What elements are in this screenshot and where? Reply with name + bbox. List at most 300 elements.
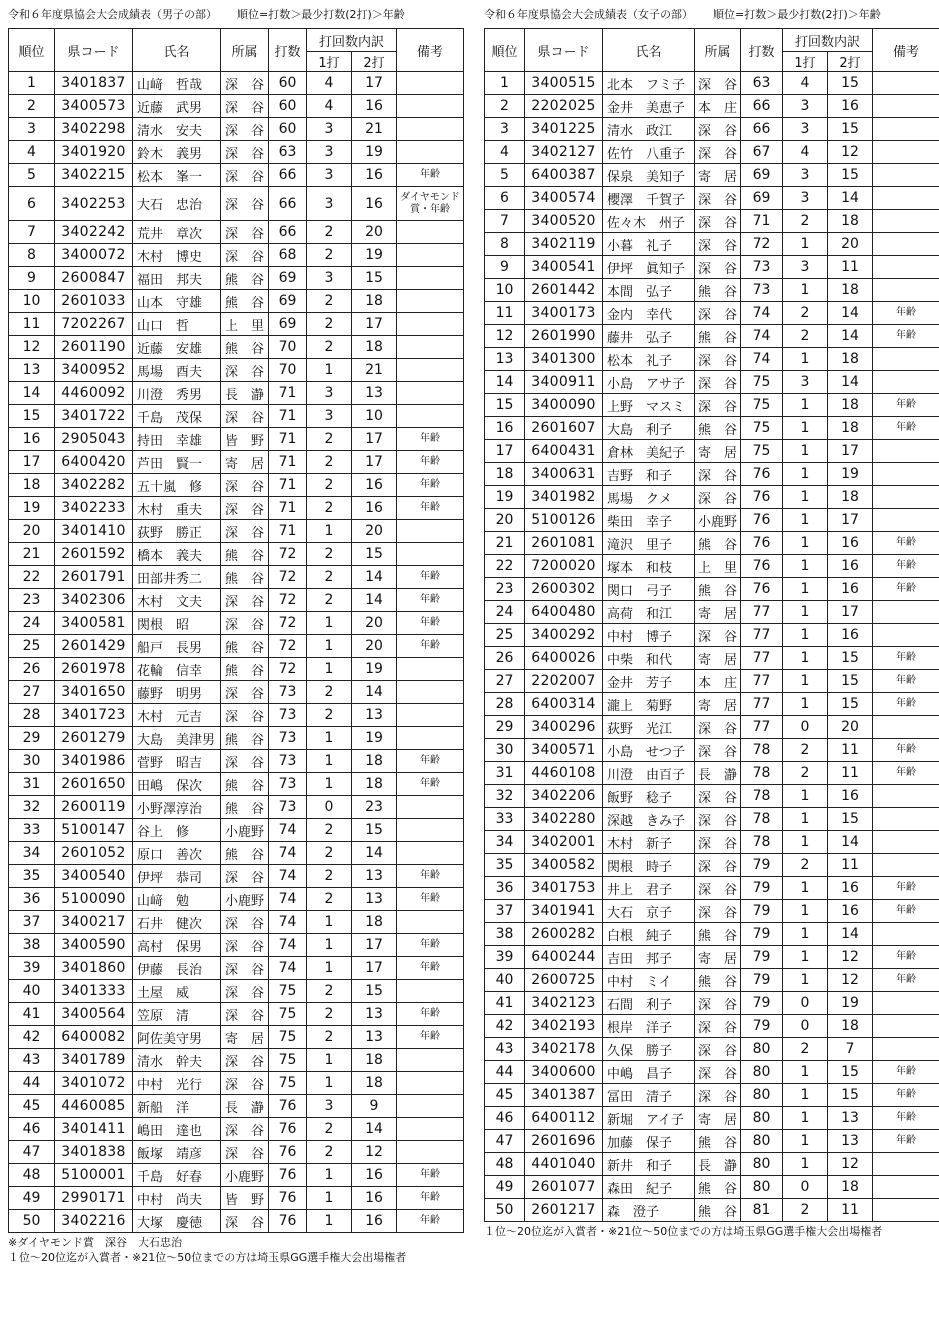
- two-stroke-cell: 9: [352, 1095, 397, 1118]
- rank-cell: 50: [485, 1199, 525, 1222]
- two-stroke-cell: 17: [828, 509, 873, 532]
- two-stroke-cell: 11: [828, 1199, 873, 1222]
- affiliation-cell: 寄 居: [695, 601, 741, 624]
- one-stroke-cell: 2: [307, 497, 352, 520]
- code-cell: 2601033: [55, 290, 133, 313]
- strokes-cell: 72: [269, 612, 307, 635]
- name-cell: 松本 峯一: [133, 164, 221, 187]
- affiliation-cell: 寄 居: [695, 693, 741, 716]
- affiliation-cell: 熊 谷: [695, 578, 741, 601]
- code-cell: 4460092: [55, 382, 133, 405]
- strokes-cell: 77: [741, 624, 783, 647]
- rank-cell: 8: [9, 244, 55, 267]
- note-cell: [397, 313, 464, 336]
- affiliation-cell: 深 谷: [221, 520, 269, 543]
- note-cell: [397, 704, 464, 727]
- strokes-cell: 79: [741, 946, 783, 969]
- two-stroke-cell: 18: [828, 394, 873, 417]
- note-cell: 年齢: [397, 773, 464, 796]
- two-stroke-cell: 19: [352, 141, 397, 164]
- one-stroke-cell: 2: [307, 221, 352, 244]
- affiliation-cell: 長 瀞: [221, 382, 269, 405]
- name-cell: 森 澄子: [603, 1199, 695, 1222]
- rank-cell: 20: [485, 509, 525, 532]
- strokes-cell: 74: [741, 325, 783, 348]
- table-row: [485, 256, 939, 279]
- two-stroke-cell: 13: [352, 382, 397, 405]
- note-cell: 年齢: [397, 1210, 464, 1233]
- note-cell: [873, 233, 939, 256]
- code-cell: 3400296: [525, 716, 603, 739]
- name-cell: 本間 弘子: [603, 279, 695, 302]
- one-stroke-cell: 3: [307, 118, 352, 141]
- note-cell: 年齢: [397, 1164, 464, 1187]
- name-cell: 土屋 威: [133, 980, 221, 1003]
- rank-cell: 27: [9, 681, 55, 704]
- rank-cell: 49: [9, 1187, 55, 1210]
- rank-cell: 36: [9, 888, 55, 911]
- two-stroke-cell: 11: [828, 854, 873, 877]
- affiliation-cell: 熊 谷: [221, 796, 269, 819]
- note-cell: 年齢: [873, 670, 939, 693]
- strokes-cell: 77: [741, 716, 783, 739]
- note-cell: [873, 1199, 939, 1222]
- note-cell: 年齢: [397, 1187, 464, 1210]
- one-stroke-cell: 2: [783, 854, 828, 877]
- table-row: [9, 1072, 464, 1095]
- one-stroke-cell: 1: [307, 1072, 352, 1095]
- one-stroke-cell: 1: [783, 923, 828, 946]
- note-cell: 年齢: [873, 394, 939, 417]
- code-cell: 3401920: [55, 141, 133, 164]
- note-cell: [397, 520, 464, 543]
- women-title: 令和６年度県協会大会成績表（女子の部）: [484, 8, 693, 21]
- name-cell: 持田 幸雄: [133, 428, 221, 451]
- name-cell: 伊坪 恭司: [133, 865, 221, 888]
- rank-cell: 20: [9, 520, 55, 543]
- code-cell: 2600725: [525, 969, 603, 992]
- strokes-cell: 78: [741, 785, 783, 808]
- one-stroke-cell: 1: [783, 578, 828, 601]
- rank-cell: 47: [9, 1141, 55, 1164]
- rank-cell: 40: [485, 969, 525, 992]
- strokes-cell: 75: [269, 1026, 307, 1049]
- strokes-cell: 71: [269, 451, 307, 474]
- one-stroke-cell: 1: [783, 440, 828, 463]
- name-cell: 金井 芳子: [603, 670, 695, 693]
- note-cell: 年齢: [873, 417, 939, 440]
- rank-cell: 44: [9, 1072, 55, 1095]
- rank-cell: 43: [485, 1038, 525, 1061]
- two-stroke-cell: 18: [828, 1176, 873, 1199]
- affiliation-cell: 深 谷: [221, 1118, 269, 1141]
- note-cell: [873, 785, 939, 808]
- one-stroke-cell: 2: [307, 244, 352, 267]
- table-row: [485, 693, 939, 716]
- two-stroke-cell: 13: [352, 865, 397, 888]
- two-stroke-cell: 13: [828, 1130, 873, 1153]
- rank-cell: 10: [485, 279, 525, 302]
- table-row: [9, 1141, 464, 1164]
- note-cell: [397, 842, 464, 865]
- code-cell: 2601696: [525, 1130, 603, 1153]
- two-stroke-cell: 16: [828, 785, 873, 808]
- strokes-cell: 75: [269, 1072, 307, 1095]
- one-stroke-cell: 1: [307, 727, 352, 750]
- rank-cell: 11: [485, 302, 525, 325]
- rank-cell: 4: [485, 141, 525, 164]
- col-breakdown: 打回数内訳: [307, 29, 397, 52]
- affiliation-cell: 深 谷: [221, 934, 269, 957]
- two-stroke-cell: 15: [828, 670, 873, 693]
- code-cell: 3401860: [55, 957, 133, 980]
- code-cell: 6400026: [525, 647, 603, 670]
- two-stroke-cell: 7: [828, 1038, 873, 1061]
- note-cell: 年齢: [873, 302, 939, 325]
- note-cell: 年齢: [873, 762, 939, 785]
- affiliation-cell: 深 谷: [221, 589, 269, 612]
- rank-cell: 21: [9, 543, 55, 566]
- strokes-cell: 74: [741, 348, 783, 371]
- affiliation-cell: 深 谷: [695, 371, 741, 394]
- strokes-cell: 80: [741, 1107, 783, 1130]
- name-cell: 藤野 明男: [133, 681, 221, 704]
- code-cell: 2601217: [525, 1199, 603, 1222]
- table-row: [9, 428, 464, 451]
- affiliation-cell: 熊 谷: [221, 635, 269, 658]
- two-stroke-cell: 17: [352, 451, 397, 474]
- two-stroke-cell: 15: [828, 72, 873, 95]
- two-stroke-cell: 18: [828, 210, 873, 233]
- table-row: [485, 1015, 939, 1038]
- two-stroke-cell: 12: [828, 1153, 873, 1176]
- code-cell: 2600282: [525, 923, 603, 946]
- code-cell: 2600119: [55, 796, 133, 819]
- affiliation-cell: 深 谷: [695, 302, 741, 325]
- code-cell: 2601442: [525, 279, 603, 302]
- note-cell: 年齢: [873, 1061, 939, 1084]
- affiliation-cell: 熊 谷: [221, 290, 269, 313]
- rank-cell: 45: [9, 1095, 55, 1118]
- men-ranking-rule: 順位=打数＞最少打数(2打)＞年齢: [237, 8, 405, 21]
- name-cell: 高荷 和江: [603, 601, 695, 624]
- one-stroke-cell: 1: [783, 1061, 828, 1084]
- one-stroke-cell: 1: [307, 1164, 352, 1187]
- table-row: [485, 877, 939, 900]
- code-cell: 2601791: [55, 566, 133, 589]
- strokes-cell: 66: [269, 164, 307, 187]
- strokes-cell: 78: [741, 808, 783, 831]
- two-stroke-cell: 18: [828, 279, 873, 302]
- name-cell: 小野澤淳治: [133, 796, 221, 819]
- code-cell: 6400480: [525, 601, 603, 624]
- note-cell: [873, 923, 939, 946]
- strokes-cell: 74: [269, 888, 307, 911]
- code-cell: 3402216: [55, 1210, 133, 1233]
- affiliation-cell: 深 谷: [695, 900, 741, 923]
- rank-cell: 48: [485, 1153, 525, 1176]
- affiliation-cell: 深 谷: [221, 1003, 269, 1026]
- name-cell: 深越 きみ子: [603, 808, 695, 831]
- one-stroke-cell: 0: [783, 992, 828, 1015]
- table-row: [485, 716, 939, 739]
- rank-cell: 27: [485, 670, 525, 693]
- name-cell: 佐竹 八重子: [603, 141, 695, 164]
- table-row: [485, 509, 939, 532]
- rank-cell: 46: [9, 1118, 55, 1141]
- table-row: [9, 589, 464, 612]
- two-stroke-cell: 18: [352, 1049, 397, 1072]
- strokes-cell: 76: [269, 1118, 307, 1141]
- strokes-cell: 63: [269, 141, 307, 164]
- qualification-note: １位～20位迄が入賞者・※21位～50位までの方は埼玉県GG選手権大会出場権者: [484, 1225, 883, 1238]
- code-cell: 3401650: [55, 681, 133, 704]
- table-row: [485, 463, 939, 486]
- two-stroke-cell: 19: [352, 727, 397, 750]
- two-stroke-cell: 16: [352, 164, 397, 187]
- note-cell: [873, 141, 939, 164]
- rank-cell: 41: [485, 992, 525, 1015]
- affiliation-cell: 熊 谷: [221, 267, 269, 290]
- strokes-cell: 75: [269, 1003, 307, 1026]
- two-stroke-cell: 18: [352, 911, 397, 934]
- rank-cell: 38: [9, 934, 55, 957]
- rank-cell: 22: [9, 566, 55, 589]
- note-cell: [397, 1118, 464, 1141]
- qualification-note: １位～20位迄が入賞者・※21位～50位までの方は埼玉県GG選手権大会出場権者: [8, 1251, 407, 1264]
- men-table-body: [9, 72, 464, 1233]
- name-cell: 木村 元吉: [133, 704, 221, 727]
- strokes-cell: 71: [269, 405, 307, 428]
- code-cell: 3401225: [525, 118, 603, 141]
- rank-cell: 6: [485, 187, 525, 210]
- strokes-cell: 76: [269, 1187, 307, 1210]
- one-stroke-cell: 3: [783, 371, 828, 394]
- name-cell: 小暮 礼子: [603, 233, 695, 256]
- name-cell: 中嶋 昌子: [603, 1061, 695, 1084]
- one-stroke-cell: 2: [307, 1026, 352, 1049]
- col-rank: 順位: [9, 29, 55, 72]
- col-code: 県コード: [55, 29, 133, 72]
- affiliation-cell: 深 谷: [221, 405, 269, 428]
- two-stroke-cell: 15: [352, 267, 397, 290]
- affiliation-cell: 深 谷: [695, 141, 741, 164]
- affiliation-cell: 深 谷: [695, 72, 741, 95]
- code-cell: 5100126: [525, 509, 603, 532]
- strokes-cell: 72: [269, 635, 307, 658]
- note-cell: [873, 463, 939, 486]
- affiliation-cell: 深 谷: [695, 256, 741, 279]
- rank-cell: 15: [485, 394, 525, 417]
- table-row: [485, 187, 939, 210]
- two-stroke-cell: 16: [828, 95, 873, 118]
- two-stroke-cell: 18: [352, 290, 397, 313]
- table-row: [9, 543, 464, 566]
- strokes-cell: 70: [269, 359, 307, 382]
- name-cell: 上野 マスミ: [603, 394, 695, 417]
- code-cell: 3401838: [55, 1141, 133, 1164]
- rank-cell: 43: [9, 1049, 55, 1072]
- code-cell: 6400314: [525, 693, 603, 716]
- rank-cell: 31: [485, 762, 525, 785]
- one-stroke-cell: 2: [307, 474, 352, 497]
- two-stroke-cell: 13: [352, 704, 397, 727]
- one-stroke-cell: 2: [307, 543, 352, 566]
- rank-cell: 19: [485, 486, 525, 509]
- affiliation-cell: 深 谷: [695, 992, 741, 1015]
- table-row: [9, 1164, 464, 1187]
- rank-cell: 11: [9, 313, 55, 336]
- name-cell: 関口 弓子: [603, 578, 695, 601]
- strokes-cell: 76: [741, 463, 783, 486]
- two-stroke-cell: 12: [828, 946, 873, 969]
- table-row: [9, 141, 464, 164]
- note-cell: 年齢: [873, 900, 939, 923]
- name-cell: 花輪 信幸: [133, 658, 221, 681]
- code-cell: 2601592: [55, 543, 133, 566]
- affiliation-cell: 熊 谷: [695, 325, 741, 348]
- note-cell: 年齢: [873, 1107, 939, 1130]
- name-cell: 馬場 クメ: [603, 486, 695, 509]
- affiliation-cell: 深 谷: [221, 359, 269, 382]
- table-row: [485, 118, 939, 141]
- strokes-cell: 68: [269, 244, 307, 267]
- affiliation-cell: 深 谷: [221, 72, 269, 95]
- one-stroke-cell: 1: [307, 911, 352, 934]
- affiliation-cell: 深 谷: [695, 348, 741, 371]
- name-cell: 千島 好春: [133, 1164, 221, 1187]
- strokes-cell: 66: [741, 95, 783, 118]
- name-cell: 飯塚 靖彦: [133, 1141, 221, 1164]
- rank-cell: 6: [9, 187, 55, 221]
- one-stroke-cell: 1: [783, 831, 828, 854]
- two-stroke-cell: 19: [352, 244, 397, 267]
- affiliation-cell: 深 谷: [695, 785, 741, 808]
- table-row: [485, 1176, 939, 1199]
- two-stroke-cell: 12: [828, 969, 873, 992]
- women-results-table: [484, 28, 939, 1222]
- affiliation-cell: 深 谷: [221, 980, 269, 1003]
- code-cell: 2601978: [55, 658, 133, 681]
- rank-cell: 38: [485, 923, 525, 946]
- code-cell: 3402280: [525, 808, 603, 831]
- table-row: [485, 1038, 939, 1061]
- one-stroke-cell: 4: [307, 72, 352, 95]
- affiliation-cell: 寄 居: [695, 164, 741, 187]
- strokes-cell: 74: [269, 911, 307, 934]
- men-footer: [8, 1235, 463, 1265]
- table-row: [9, 118, 464, 141]
- affiliation-cell: 長 瀞: [695, 762, 741, 785]
- affiliation-cell: 深 谷: [695, 118, 741, 141]
- women-header: [484, 6, 939, 24]
- affiliation-cell: 深 谷: [695, 394, 741, 417]
- table-row: [485, 969, 939, 992]
- note-cell: [873, 831, 939, 854]
- one-stroke-cell: 1: [307, 750, 352, 773]
- one-stroke-cell: 2: [307, 1141, 352, 1164]
- code-cell: 2601190: [55, 336, 133, 359]
- rank-cell: 24: [485, 601, 525, 624]
- name-cell: 井上 君子: [603, 877, 695, 900]
- table-row: [485, 555, 939, 578]
- rank-cell: 47: [485, 1130, 525, 1153]
- strokes-cell: 63: [741, 72, 783, 95]
- code-cell: 2601052: [55, 842, 133, 865]
- one-stroke-cell: 1: [783, 624, 828, 647]
- two-stroke-cell: 19: [828, 463, 873, 486]
- rank-cell: 22: [485, 555, 525, 578]
- two-stroke-cell: 15: [828, 808, 873, 831]
- strokes-cell: 69: [269, 267, 307, 290]
- women-footer: [484, 1224, 939, 1239]
- two-stroke-cell: 15: [352, 980, 397, 1003]
- one-stroke-cell: 4: [783, 141, 828, 164]
- affiliation-cell: 深 谷: [221, 221, 269, 244]
- one-stroke-cell: 1: [783, 463, 828, 486]
- rank-cell: 7: [485, 210, 525, 233]
- table-row: [485, 325, 939, 348]
- two-stroke-cell: 13: [352, 1003, 397, 1026]
- rank-cell: 42: [485, 1015, 525, 1038]
- one-stroke-cell: 2: [307, 589, 352, 612]
- strokes-cell: 81: [741, 1199, 783, 1222]
- table-row: [9, 681, 464, 704]
- table-row: [9, 187, 464, 221]
- note-cell: 年齢: [397, 566, 464, 589]
- name-cell: 森田 紀子: [603, 1176, 695, 1199]
- one-stroke-cell: 1: [783, 900, 828, 923]
- name-cell: 清水 政江: [603, 118, 695, 141]
- strokes-cell: 80: [741, 1061, 783, 1084]
- rank-cell: 16: [485, 417, 525, 440]
- code-cell: 3401753: [525, 877, 603, 900]
- affiliation-cell: 小鹿野: [221, 1164, 269, 1187]
- note-cell: 年齢: [873, 532, 939, 555]
- two-stroke-cell: 14: [828, 923, 873, 946]
- name-cell: 近藤 武男: [133, 95, 221, 118]
- strokes-cell: 75: [741, 440, 783, 463]
- code-cell: 3401982: [525, 486, 603, 509]
- code-cell: 7200020: [525, 555, 603, 578]
- code-cell: 4401040: [525, 1153, 603, 1176]
- table-row: [9, 474, 464, 497]
- one-stroke-cell: 0: [307, 796, 352, 819]
- affiliation-cell: 熊 谷: [221, 543, 269, 566]
- two-stroke-cell: 16: [352, 95, 397, 118]
- two-stroke-cell: 18: [352, 1072, 397, 1095]
- two-stroke-cell: 12: [828, 141, 873, 164]
- col-notes: 備考: [397, 29, 464, 72]
- name-cell: 保泉 美知子: [603, 164, 695, 187]
- one-stroke-cell: 2: [307, 865, 352, 888]
- rank-cell: 16: [9, 428, 55, 451]
- table-row: [9, 1095, 464, 1118]
- strokes-cell: 76: [269, 1141, 307, 1164]
- two-stroke-cell: 15: [828, 1084, 873, 1107]
- rank-cell: 26: [485, 647, 525, 670]
- name-cell: 笠原 清: [133, 1003, 221, 1026]
- affiliation-cell: 寄 居: [695, 946, 741, 969]
- two-stroke-cell: 14: [828, 325, 873, 348]
- affiliation-cell: 熊 谷: [695, 279, 741, 302]
- affiliation-cell: 熊 谷: [221, 658, 269, 681]
- table-row: [9, 359, 464, 382]
- code-cell: 3402253: [55, 187, 133, 221]
- one-stroke-cell: 1: [307, 612, 352, 635]
- note-cell: [397, 382, 464, 405]
- two-stroke-cell: 15: [828, 118, 873, 141]
